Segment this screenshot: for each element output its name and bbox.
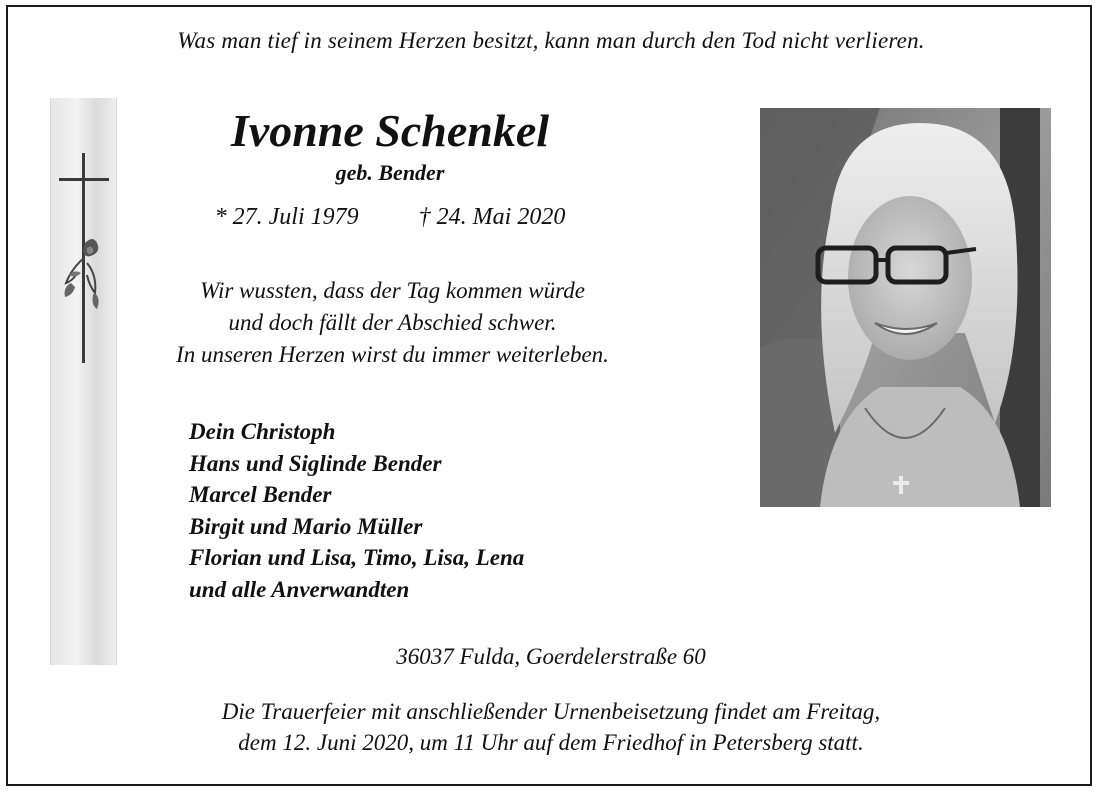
memorial-quote: Was man tief in seinem Herzen besitzt, kann man durch den Tod nicht verlieren. xyxy=(177,28,925,53)
maiden-name: geb. Bender xyxy=(335,160,445,185)
deceased-name: Ivonne Schenkel xyxy=(230,105,550,156)
mourner-line: Dein Christoph xyxy=(189,419,336,444)
verse-line: In unseren Herzen wirst du immer weiterleben. xyxy=(176,342,609,367)
mourner-line: Florian und Lisa, Timo, Lisa, Lena xyxy=(189,545,525,570)
mourner-line: Birgit und Mario Müller xyxy=(189,513,423,539)
birth-date: * 27. Juli 1979 xyxy=(214,204,359,230)
ceremony-line: dem 12. Juni 2020, um 11 Uhr auf dem Friedhof in Petersberg statt. xyxy=(238,730,864,755)
cross-rose-icon xyxy=(51,98,116,665)
verse xyxy=(90,275,695,371)
life-dates xyxy=(150,204,630,231)
address: 36037 Fulda, Goerdelerstraße 60 xyxy=(396,644,706,669)
verse-line: Wir wussten, dass der Tag kommen würde xyxy=(200,278,585,303)
mourner-line: Marcel Bender xyxy=(189,482,332,507)
ceremony-line: Die Trauerfeier mit anschließender Urnenbeisetzung findet am Freitag, xyxy=(221,699,881,724)
mourner-line: und alle Anverwandten xyxy=(189,576,410,602)
portrait-photo xyxy=(760,108,1051,507)
mourners-list xyxy=(189,416,649,605)
decorative-cross-strip xyxy=(50,98,117,665)
death-date: † 24. Mai 2020 xyxy=(418,204,566,230)
portrait-image xyxy=(760,108,1051,507)
mourner-line: Hans und Siglinde Bender xyxy=(189,450,442,476)
verse-line: und doch fällt der Abschied schwer. xyxy=(228,310,557,335)
ceremony-info xyxy=(0,696,1102,758)
